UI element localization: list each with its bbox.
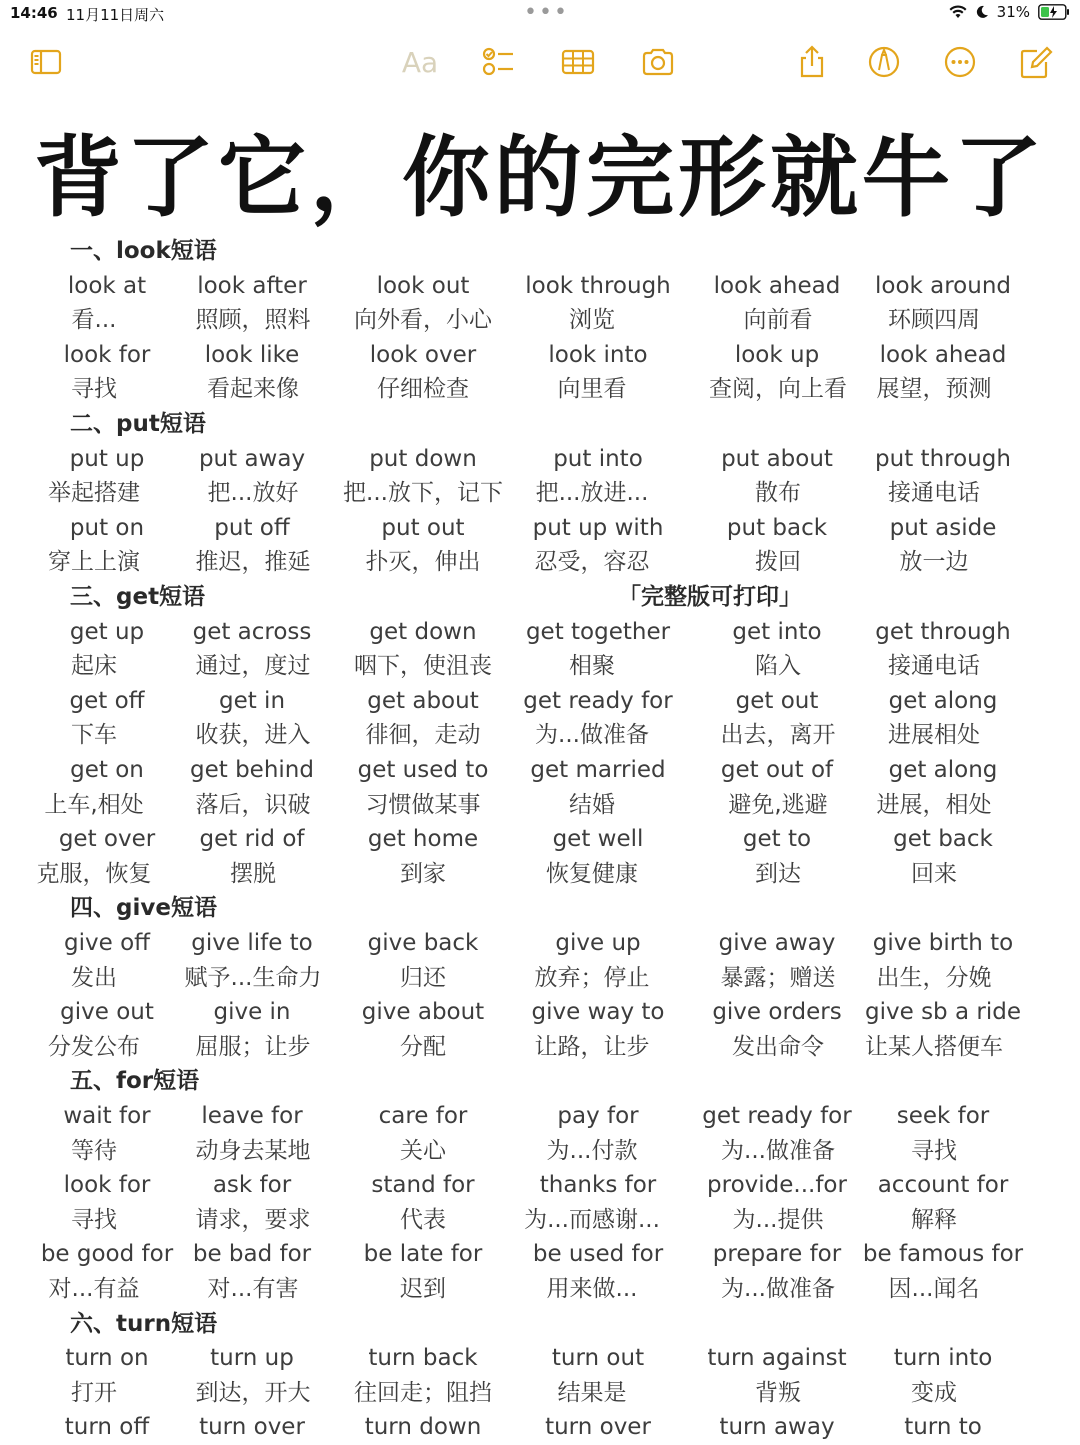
meaning-text: 发出命令 (732, 1033, 824, 1060)
phrase-text: get used to (357, 757, 489, 783)
meaning-row (0, 1376, 1080, 1411)
meaning-text: 对...有益 (48, 1276, 140, 1302)
phrase-row (0, 442, 1080, 477)
meaning-row (0, 1030, 1080, 1065)
meaning-text: 为...而感谢... (524, 1206, 660, 1233)
phrase-text: get ready for (702, 1103, 852, 1129)
phrase-text: put on (69, 514, 145, 541)
phrase-text: account for (877, 1172, 1009, 1199)
meaning-text: 代表 (400, 1206, 446, 1233)
phrase-text: give birth to (872, 930, 1014, 956)
meaning-text: 放弃；停止 (534, 964, 650, 991)
meaning-text: 到达 (755, 860, 801, 887)
meaning-text: 进展，相处 (876, 791, 992, 818)
phrase-text: get married (530, 757, 666, 783)
meaning-text: 动身去某地 (195, 1137, 311, 1164)
page-title: 背了它，你的完形就牛了 (33, 126, 1046, 229)
phrase-row (0, 926, 1080, 961)
compose-icon (1018, 44, 1054, 80)
meaning-text: 举起搭建 (48, 480, 140, 507)
meaning-text: 下车 (71, 722, 117, 749)
section-header-row (0, 580, 1080, 615)
phrase-text: turn over (199, 1414, 305, 1441)
meaning-text: 为...做准备 (721, 1276, 835, 1302)
phrase-text: put up with (532, 514, 664, 541)
section-header-row (0, 234, 1080, 269)
sidebar-button[interactable] (26, 42, 66, 82)
meaning-text: 看... (71, 307, 117, 334)
phrase-text: put aside (889, 514, 997, 541)
phrase-text: turn over (545, 1414, 651, 1441)
meaning-text: 扑灭，伸出 (365, 549, 481, 576)
phrase-row (0, 1341, 1080, 1376)
markup-icon (866, 44, 902, 80)
phrase-text: turn off (64, 1414, 150, 1441)
phrase-text: give up (555, 930, 641, 956)
phrase-text: put into (553, 445, 643, 472)
phrase-text: put down (369, 445, 477, 472)
phrase-text: look up (734, 341, 820, 368)
meaning-text: 变成 (911, 1379, 957, 1406)
meaning-text: 让路，让步 (534, 1033, 650, 1060)
meaning-text: 向里看 (557, 376, 627, 403)
phrase-text: get home (367, 826, 479, 853)
section-title: 六、turn短语 (70, 1310, 218, 1337)
meaning-text: 查阅，向上看 (709, 376, 847, 403)
meaning-text: 避免,逃避 (728, 791, 828, 818)
sidebar-icon (28, 44, 64, 80)
phrase-text: look like (204, 341, 300, 368)
meaning-text: 忍受，容忍 (534, 549, 650, 576)
meaning-text: 出生，分娩 (876, 964, 992, 991)
section-title: 五、for短语 (70, 1068, 200, 1095)
phrase-text: get behind (190, 757, 314, 783)
more-icon (942, 44, 978, 80)
meaning-text: 把...放好 (207, 480, 299, 507)
meaning-text: 关心 (400, 1137, 446, 1164)
meaning-text: 穿上上演 (48, 549, 140, 576)
meaning-row (0, 1203, 1080, 1238)
meaning-text: 仔细检查 (377, 376, 469, 403)
phrase-text: look over (369, 341, 477, 368)
phrase-row (0, 615, 1080, 650)
phrase-text: ask for (212, 1172, 292, 1199)
phrase-text: get out of (720, 757, 834, 783)
meaning-text: 迟到 (400, 1276, 446, 1302)
table-button[interactable] (558, 42, 598, 82)
table-icon (560, 44, 596, 80)
phrase-text: turn into (893, 1345, 993, 1372)
meaning-text: 恢复健康 (546, 860, 638, 887)
section-header-row (0, 1064, 1080, 1099)
meaning-text: 到家 (400, 860, 446, 887)
meaning-row (0, 788, 1080, 823)
phrase-text: give off (64, 930, 150, 956)
format-label: Aa (401, 45, 439, 79)
phrase-text: care for (378, 1103, 468, 1129)
status-indicators (949, 3, 1070, 21)
meaning-text: 归还 (400, 964, 446, 991)
phrase-text: give sb a ride (865, 999, 1021, 1026)
phrase-text: get rid of (199, 826, 305, 853)
phrase-text: look for (63, 341, 151, 368)
section-header-row (0, 407, 1080, 442)
meaning-text: 环顾四周 (888, 307, 980, 334)
phrase-text: put away (198, 445, 306, 472)
phrase-row (0, 511, 1080, 546)
section-title: 三、get短语 (70, 584, 206, 610)
meaning-text: 接通电话 (888, 480, 980, 507)
meaning-text: 让某人搭便车 (865, 1033, 1003, 1060)
moon-icon (975, 5, 989, 19)
meaning-text: 陷入 (755, 653, 801, 680)
phrase-text: turn out (551, 1345, 645, 1372)
meaning-text: 咽下，使沮丧 (354, 653, 492, 680)
battery-percent: 31% (996, 3, 1030, 21)
phrase-text: turn against (707, 1345, 847, 1372)
meaning-text: 把...放下，记下 (343, 480, 503, 507)
phrase-text: get on (70, 757, 144, 783)
meaning-text: 寻找 (71, 1206, 117, 1233)
phrase-text: get across (192, 618, 312, 645)
phrase-text: look out (376, 272, 470, 299)
meaning-text: 请求，要求 (195, 1206, 311, 1233)
phrase-text: give about (361, 999, 485, 1026)
more-button[interactable] (940, 42, 980, 82)
meaning-text: 发出 (71, 964, 117, 991)
phrase-text: get through (875, 618, 1011, 645)
phrase-text: get up (69, 618, 145, 645)
notes-toolbar (0, 40, 1080, 84)
phrase-text: put off (214, 514, 290, 541)
phrase-text: turn up (210, 1345, 294, 1372)
meaning-row (0, 961, 1080, 996)
phrase-text: get together (525, 618, 671, 645)
meaning-text: 出去，离开 (720, 722, 836, 749)
phrase-text: put about (721, 445, 833, 472)
meaning-text: 把...放进... (535, 480, 649, 507)
meaning-text: 打开 (71, 1379, 117, 1406)
wifi-icon (949, 5, 967, 19)
meaning-text: 为...做准备 (535, 722, 649, 749)
meaning-text: 收获，进入 (195, 722, 311, 749)
meaning-text: 上车,相处 (44, 791, 144, 818)
phrase-text: give back (367, 930, 479, 956)
phrase-text: get off (69, 687, 145, 714)
phrase-text: get along (888, 687, 998, 714)
meaning-text: 拨回 (755, 549, 801, 576)
meaning-text: 结果是 (557, 1379, 627, 1406)
meaning-text: 背叛 (755, 1379, 801, 1406)
phrase-text: give away (718, 930, 836, 956)
section-title: 四、give短语 (70, 895, 217, 922)
meaning-text: 对...有害 (207, 1276, 299, 1302)
phrase-row (0, 269, 1080, 304)
phrase-text: give way to (531, 999, 665, 1026)
meaning-text: 散布 (755, 480, 801, 507)
meaning-text: 看起来像 (207, 376, 299, 403)
meaning-text: 浏览 (569, 307, 615, 334)
phrase-text: thanks for (539, 1172, 657, 1199)
battery-icon (1038, 4, 1070, 20)
phrase-text: leave for (201, 1103, 303, 1129)
phrase-text: put back (726, 514, 828, 541)
phrase-row (0, 1237, 1080, 1272)
phrase-text: get about (367, 687, 479, 714)
meaning-text: 起床 (71, 653, 117, 680)
meaning-text: 屈服；让步 (195, 1033, 311, 1060)
meaning-row (0, 476, 1080, 511)
meaning-row (0, 718, 1080, 753)
meaning-text: 为...做准备 (721, 1137, 835, 1164)
camera-button[interactable] (638, 42, 678, 82)
meaning-row (0, 545, 1080, 580)
meaning-text: 推迟，推延 (195, 549, 311, 576)
phrase-text: get along (888, 757, 998, 783)
share-button[interactable] (792, 42, 832, 82)
meaning-text: 习惯做某事 (365, 791, 481, 818)
meaning-text: 接通电话 (888, 653, 980, 680)
phrase-text: seek for (896, 1103, 990, 1129)
phrase-text: provide...for (707, 1172, 847, 1199)
meaning-text: 为...提供 (732, 1206, 824, 1233)
status-bar (0, 0, 1080, 28)
meaning-text: 回来 (911, 860, 957, 887)
phrase-text: get well (552, 826, 644, 853)
meaning-text: 展望，预测 (876, 376, 992, 403)
phrase-text: look around (874, 272, 1012, 299)
status-time: 14:46 (10, 4, 58, 22)
multitasking-dots[interactable]: ••• (524, 0, 569, 25)
meaning-row (0, 1272, 1080, 1307)
phrase-text: give out (60, 999, 154, 1026)
meaning-text: 相聚 (569, 653, 615, 680)
phrase-row (0, 1168, 1080, 1203)
meaning-text: 向外看，小心 (354, 307, 492, 334)
meaning-text: 寻找 (911, 1137, 957, 1164)
phrase-text: stand for (371, 1172, 475, 1199)
meaning-text: 为...付款 (546, 1137, 638, 1164)
phrase-text: prepare for (712, 1241, 842, 1268)
phrase-text: give life to (191, 930, 313, 956)
phrase-text: put out (381, 514, 465, 541)
phrase-text: be late for (363, 1241, 483, 1268)
section-title: 二、put短语 (70, 411, 206, 437)
section-header-row (0, 1307, 1080, 1342)
meaning-text: 到达，开大 (195, 1379, 311, 1406)
phrase-text: look through (525, 272, 671, 299)
meaning-text: 通过，度过 (195, 653, 311, 680)
meaning-text: 结婚 (569, 791, 615, 818)
phrase-text: turn down (364, 1414, 482, 1441)
meaning-text: 赋予...生命力 (184, 964, 322, 991)
meaning-text: 分发公布 (48, 1033, 140, 1060)
phrase-text: be good for (40, 1241, 174, 1268)
phrase-text: look after (197, 272, 307, 299)
phrase-text: turn away (719, 1414, 835, 1441)
phrase-text: pay for (557, 1103, 639, 1129)
meaning-row (0, 303, 1080, 338)
meaning-row (0, 649, 1080, 684)
phrase-text: be famous for (862, 1241, 1024, 1268)
phrase-text: get over (58, 826, 156, 853)
phrase-text: look into (548, 341, 648, 368)
phrase-text: get into (732, 618, 822, 645)
meaning-text: 往回走；阻挡 (354, 1379, 492, 1406)
meaning-row (0, 857, 1080, 892)
phrase-text: be used for (532, 1241, 664, 1268)
phrase-text: put through (875, 445, 1011, 472)
status-date: 11月11日周六 (66, 6, 165, 24)
phrase-text: look ahead (713, 272, 841, 299)
markup-button[interactable] (864, 42, 904, 82)
meaning-text: 克服，恢复 (36, 860, 152, 887)
meaning-text: 照顾，照料 (195, 307, 311, 334)
section-header-row (0, 891, 1080, 926)
checklist-button[interactable] (478, 42, 518, 82)
phrase-text: get in (218, 687, 286, 714)
compose-button[interactable] (1016, 42, 1056, 82)
meaning-text: 摆脱 (230, 860, 276, 887)
meaning-row (0, 1134, 1080, 1169)
section-title: 一、look短语 (70, 238, 217, 264)
share-icon (794, 44, 830, 80)
phrase-row (0, 338, 1080, 373)
meaning-text: 暴露；赠送 (720, 964, 836, 991)
phrase-text: be bad for (192, 1241, 312, 1268)
phrase-text: turn on (65, 1345, 149, 1372)
phrase-text: give in (213, 999, 291, 1026)
meaning-row (0, 372, 1080, 407)
phrase-text: turn to (904, 1414, 982, 1441)
phrase-row (0, 822, 1080, 857)
meaning-text: 进展相处 (888, 722, 980, 749)
meaning-text: 等待 (71, 1137, 117, 1164)
phrase-text: get ready for (523, 687, 673, 714)
meaning-text: 因...闻名 (888, 1276, 980, 1302)
phrase-text: get to (742, 826, 812, 853)
format-button[interactable] (400, 42, 440, 82)
printable-note: 「完整版可打印」 (618, 584, 802, 610)
phrase-text: get out (735, 687, 819, 714)
phrase-text: get down (369, 618, 477, 645)
phrase-text: look for (63, 1172, 151, 1199)
meaning-text: 寻找 (71, 376, 117, 403)
meaning-text: 徘徊，走动 (365, 722, 481, 749)
phrase-text: look at (67, 272, 147, 299)
meaning-text: 分配 (400, 1033, 446, 1060)
meaning-text: 解释 (911, 1206, 957, 1233)
meaning-text: 向前看 (743, 307, 813, 334)
phrase-text: wait for (63, 1103, 151, 1129)
camera-icon (640, 44, 676, 80)
phrase-row (0, 684, 1080, 719)
phrase-text: look ahead (879, 341, 1007, 368)
phrase-row (0, 1099, 1080, 1134)
checklist-icon (480, 44, 516, 80)
phrase-text: turn back (368, 1345, 478, 1372)
phrase-text: give orders (712, 999, 842, 1026)
meaning-text: 落后，识破 (195, 791, 311, 818)
meaning-text: 用来做... (546, 1276, 638, 1302)
phrase-row (0, 995, 1080, 1030)
phrase-row (0, 753, 1080, 788)
phrase-text: get back (893, 826, 993, 853)
phrase-text: put up (69, 445, 145, 472)
meaning-text: 放一边 (899, 549, 969, 576)
